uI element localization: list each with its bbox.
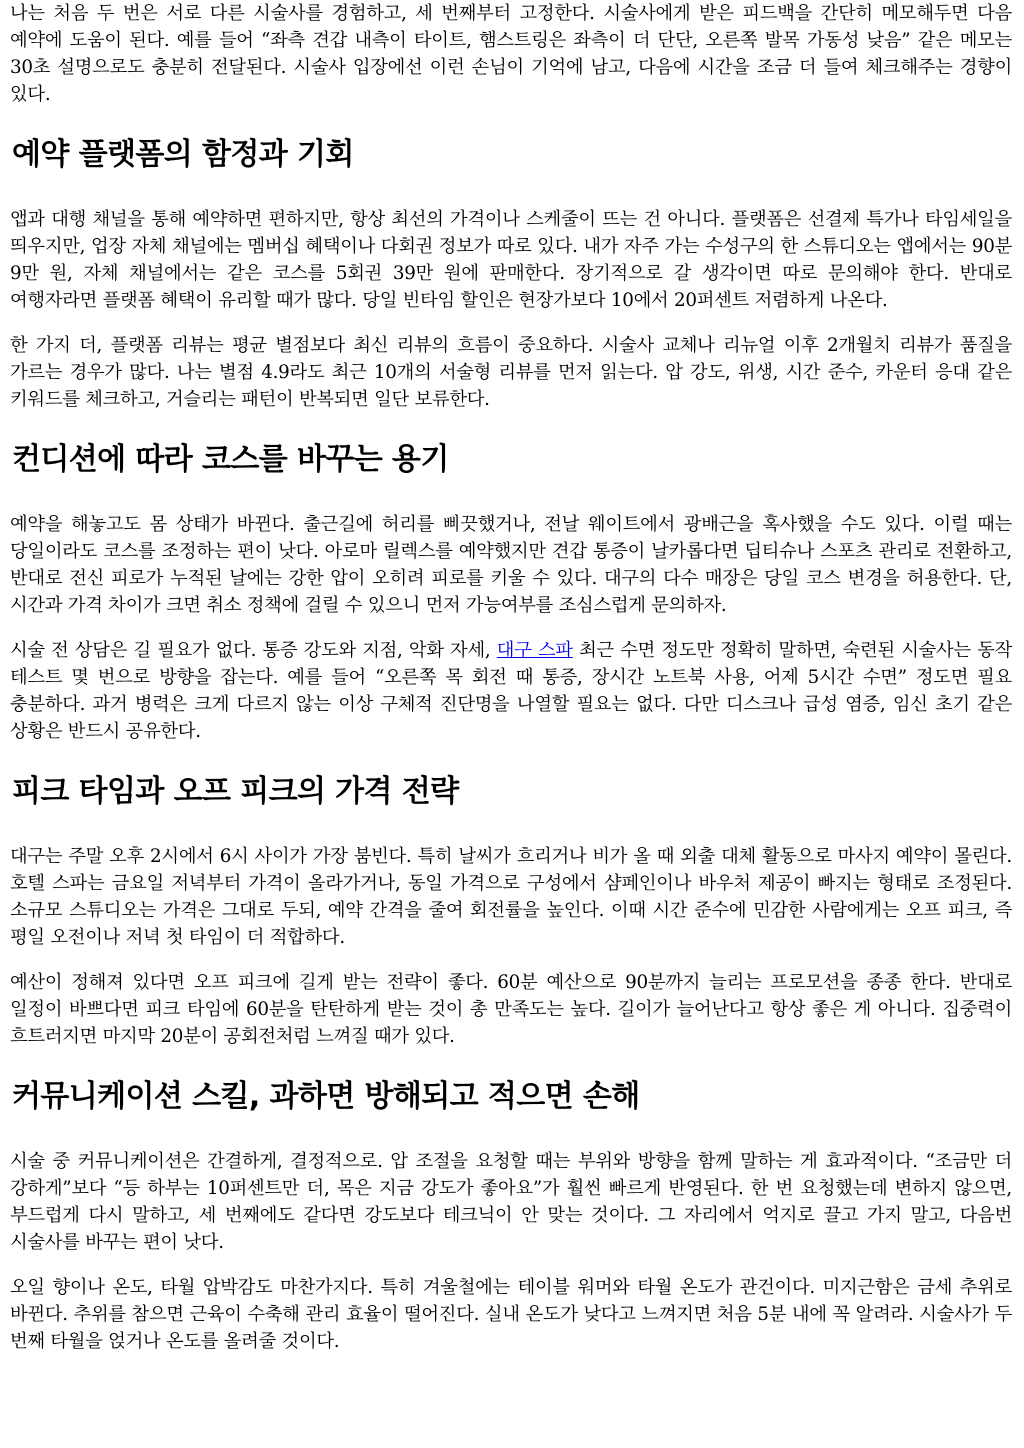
section-heading-communication: 커뮤니케이션 스킬, 과하면 방해되고 적으면 손해 xyxy=(12,1079,640,1114)
paragraph-budget-strategy: 예산이 정해져 있다면 오프 피크에 길게 받는 전략이 좋다. 60분 예산으로 90분까지 늘리는 프로모션을 종종 한다. 반대로 일정이 바쁘다면 피크 타임에 60분을 탄탄하게 받는 것이 총 만족도는 높다. 길이가 늘어난다고 항상 좋은 게 아니다. 집중력이 흐트러지면 마지막 20분이 공회전처럼 느껴질 때가 있다. xyxy=(10,972,1012,1047)
daegu-spa-link[interactable]: 대구 스파 xyxy=(496,640,573,661)
paragraph-course-adjustment: 예약을 해놓고도 몸 상태가 바뀐다. 출근길에 허리를 삐끗했거나, 전날 웨이트에서 광배근을 혹사했을 수도 있다. 이럴 때는 당일이라도 코스를 조정하는 편이 낫다. 아로마 릴렉스를 예약했지만 견갑 통증이 날카롭다면 딥티슈나 스포츠 관리로 전환하고, 반대로 전신 피로가 누적된 날에는 강한 압이 오히려 피로를 키울 수 있다. 대구의 다수 매장은 당일 코스 변경을 허용한다. 단, 시간과 가격 차이가 크면 취소 정책에 걸릴 수 있으니 먼저 가능여부를 조심스럽게 문의하자. xyxy=(10,514,1012,616)
section-heading-booking-platforms: 예약 플랫폼의 함정과 기회 xyxy=(12,137,354,172)
intro-paragraph: 나는 처음 두 번은 서로 다른 시술사를 경험하고, 세 번째부터 고정한다. 시술사에게 받은 피드백을 간단히 메모해두면 다음 예약에 도움이 된다. 예를 들어 “좌측 견갑 내측이 타이트, 햄스트링은 좌측이 더 단단, 오른쪽 발목 가동성 낮음” 같은 메모는 30초 설명으로도 충분히 전달된다. 시술사 입장에선 이런 손님이 기억에 남고, 다음에 시간을 조금 더 들여 체크해주는 경향이 있다. xyxy=(10,3,1012,105)
paragraph-peak-times: 대구는 주말 오후 2시에서 6시 사이가 가장 붐빈다. 특히 날씨가 흐리거나 비가 올 때 외출 대체 활동으로 마사지 예약이 몰린다. 호텔 스파는 금요일 저녁부터 가격이 올라가거나, 동일 가격으로 구성에서 샴페인이나 바우처 제공이 빠지는 형태로 조정된다. 소규모 스튜디오는 가격은 그대로 두되, 예약 간격을 줄여 회전률을 높인다. 이때 시간 준수에 민감한 사람에게는 오프 피크, 즉 평일 오전이나 저녁 첫 타임이 더 적합하다. xyxy=(10,846,1012,948)
paragraph-pressure-requests: 시술 중 커뮤니케이션은 간결하게, 결정적으로. 압 조절을 요청할 때는 부위와 방향을 함께 말하는 게 효과적이다. “조금만 더 강하게”보다 “등 하부는 10퍼센트만 더, 목은 지금 강도가 좋아요”가 훨씬 빠르게 반영된다. 한 번 요청했는데 변하지 않으면, 부드럽게 다시 말하고, 세 번째에도 같다면 강도보다 테크닉이 안 맞는 것이다. 그 자리에서 억지로 끌고 가지 말고, 다음번 시술사를 바꾸는 편이 낫다. xyxy=(10,1151,1012,1253)
paragraph-platform-pricing: 앱과 대행 채널을 통해 예약하면 편하지만, 항상 최선의 가격이나 스케줄이 뜨는 건 아니다. 플랫폼은 선결제 특가나 타임세일을 띄우지만, 업장 자체 채널에는 멤버십 혜택이나 다회권 정보가 따로 있다. 내가 자주 가는 수성구의 한 스튜디오는 앱에서는 90분 9만 원, 자체 채널에서는 같은 코스를 5회권 39만 원에 판매한다. 장기적으로 갈 생각이면 따로 문의해야 한다. 반대로 여행자라면 플랫폼 혜택이 유리할 때가 많다. 당일 빈타임 할인은 현장가보다 10에서 20퍼센트 저렴하게 나온다. xyxy=(10,209,1012,311)
paragraph-consultation xyxy=(10,637,1012,745)
section-heading-peak-pricing: 피크 타임과 오프 피크의 가격 전략 xyxy=(12,774,459,809)
consultation-text-after: 최근 수면 정도만 정확히 말하면, 숙련된 시술사는 동작 테스트 몇 번으로 방향을 잡는다. 예를 들어 “오른쪽 목 회전 때 통증, 장시간 노트북 사용, 어제 5시간 수면” 정도면 필요 충분하다. 과거 병력은 크게 다르지 않는 이상 구체적 진단명을 나열할 필요는 없다. 다만 디스크나 급성 염증, 임신 초기 같은 상황은 반드시 공유한다. xyxy=(10,640,1013,742)
section-heading-changing-course: 컨디션에 따라 코스를 바꾸는 용기 xyxy=(12,442,449,477)
consultation-text-before: 시술 전 상담은 길 필요가 없다. 통증 강도와 지점, 악화 자세, xyxy=(10,640,497,661)
paragraph-platform-reviews: 한 가지 더, 플랫폼 리뷰는 평균 별점보다 최신 리뷰의 흐름이 중요하다. 시술사 교체나 리뉴얼 이후 2개월치 리뷰가 품질을 가르는 경우가 많다. 나는 별점 4.9라도 최근 10개의 서술형 리뷰를 먼저 읽는다. 압 강도, 위생, 시간 준수, 카운터 응대 같은 키워드를 체크하고, 거슬리는 패턴이 반복되면 일단 보류한다. xyxy=(10,335,1012,410)
paragraph-temperature: 오일 향이나 온도, 타월 압박감도 마찬가지다. 특히 겨울철에는 테이블 워머와 타월 온도가 관건이다. 미지근함은 금세 추위로 바뀐다. 추위를 참으면 근육이 수축해 관리 효율이 떨어진다. 실내 온도가 낮다고 느껴지면 처음 5분 내에 꼭 알려라. 시술사가 두 번째 타월을 얹거나 온도를 올려줄 것이다. xyxy=(10,1277,1012,1352)
